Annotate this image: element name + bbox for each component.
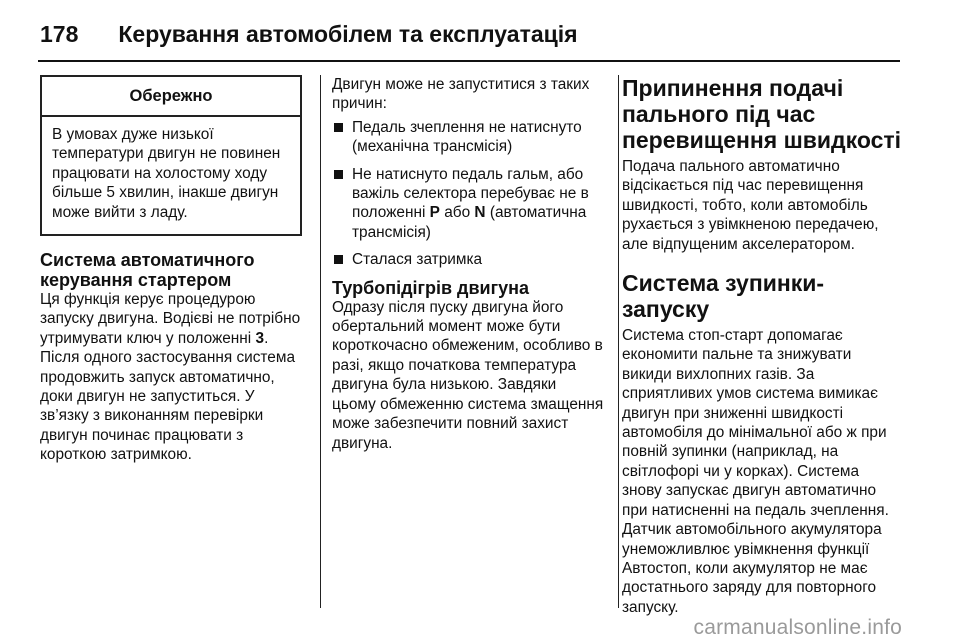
reason-brake-or: або: [439, 204, 475, 222]
gear-p: P: [429, 204, 440, 222]
column-divider-1: [320, 75, 321, 608]
square-bullet-icon: [334, 170, 343, 179]
list-item: [332, 165, 604, 243]
column-middle: [332, 75, 604, 453]
stop-start-heading: Система зупинки-запуску: [622, 270, 825, 323]
column-right: [622, 75, 902, 617]
page-number: 178: [40, 20, 79, 47]
reason-delay: Сталася затримка: [352, 251, 483, 269]
caution-box: [40, 75, 302, 236]
list-item: [332, 250, 604, 269]
page-header: [40, 14, 578, 54]
reason-brake-after: (автоматична трансмісія): [352, 204, 587, 241]
stop-start-text: Система стоп-старт допомагає економити пальне та знижувати викиди вихлопних газів. За сприятливих умов система вимикає двигун при зниженні швидкості автомобіля до мінімальної або ж при повній зупинки (наприклад, на світлофорі чи у корках). Система знову запускає двигун автоматично при натисненні на педаль зчеплення. Датчик автомобільного акумулятора унеможливлює увімкнення функції Автостоп, коли акумулятор не має достатнього заряду для повторного запуску.: [622, 327, 889, 616]
reason-clutch: Педаль зчеплення не натиснуто (механічна трансмісія): [352, 118, 582, 156]
column-divider-2: [618, 75, 619, 608]
turbo-text: Одразу після пуску двигуна його обертальний момент може бути короткочасно обмеженим, особливо в разі, якщо початкова температура двигуна була низькою. Завдяки цьому обмеженню система змащення може забезпечити повний захист двигуна.: [332, 298, 604, 452]
autostart-paragraph: [40, 290, 302, 465]
fuel-cutoff-text: Подача пального автоматично відсікається під час перевищення швидкості, тобто, коли автомобіль рухається з увімкненою передачею, але відпущеним акселератором.: [622, 158, 879, 253]
autostart-text-after: . Після одного застосування система продовжить запуск автоматично, доки двигун не запуститься. У зв’язку з виконанням перевірки двигун починає працювати з короткою затримкою.: [40, 329, 296, 464]
caution-title: Обережно: [42, 77, 300, 117]
column-left: [40, 75, 302, 465]
gear-n: N: [474, 204, 486, 222]
watermark: carmanualsonline.info: [693, 616, 902, 639]
square-bullet-icon: [334, 123, 343, 132]
autostart-key-position: 3: [255, 329, 265, 347]
reason-brake-before: Не натиснуто педаль гальм, або важіль селектора перебуває не в положенні: [352, 165, 589, 222]
chapter-title: Керування автомобілем та експлуатація: [118, 20, 578, 47]
no-start-reasons-list: [332, 118, 604, 270]
turbo-heading: Турбопідігрів двигуна: [332, 277, 529, 298]
header-rule: [38, 60, 900, 62]
autostart-text-before: Ця функція керує процедурою запуску двигуна. Водієві не потрібно утримувати ключ у положенні: [40, 291, 301, 347]
caution-text: В умовах дуже низької температури двигун не повинен працювати на холостому ходу більше 5 хвилин, інакше двигун може вийти з ладу.: [52, 126, 281, 221]
autostart-heading: Система автоматичного керування стартером: [40, 250, 255, 291]
fuel-cutoff-heading: Припинення подачі пального під час перевищення швидкості: [622, 75, 902, 153]
list-item: [332, 118, 604, 157]
no-start-intro: Двигун може не запуститися з таких причин:: [332, 76, 590, 113]
square-bullet-icon: [334, 255, 343, 264]
